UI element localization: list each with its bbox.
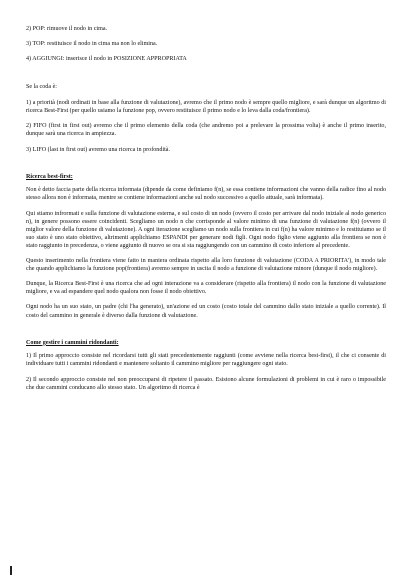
spacer — [26, 161, 386, 173]
intro-line: Se la coda è: — [26, 84, 57, 91]
case-fifo: 2) FIFO (first in first out) avremo che il primo elemento della coda (che andremo poi a prelevare la prossima volta) è anche il primo inserito, dunque sarà una ricerca in ampiezza. — [26, 123, 386, 138]
top-spacer — [26, 0, 386, 25]
case-lifo: 3) LIFO (last in first out) avremo una ricerca in profondità. — [26, 146, 171, 153]
section-heading-redundant-paths: Come gestire i cammini ridondanti: — [26, 339, 119, 346]
section-heading-best-first: Ricerca best-first: — [26, 173, 73, 180]
list-item-top: 3) TOP: restituisce il nodo in cima ma non lo elimina. — [26, 41, 158, 48]
paragraph: 2) Il secondo approccio consiste nel non preoccuparsi di ripetere il passato. Esistono alcune formulazioni di problemi in cui è raro o impossibile che due cammini conducano allo stesso stato. Un algoritmo di ricerca è — [26, 376, 386, 391]
document-page — [26, 0, 386, 399]
paragraph: Ogni nodo ha un suo stato, un padre (chi l'ha generato), un'azione ed un costo (costo totale del cammino dallo stato iniziale a quello corrente). Il costo del cammino in generale è diverso dalla funzione di valutazione. — [26, 304, 386, 319]
page-marker — [10, 566, 12, 575]
paragraph: 1) Il primo approccio consiste nel ricordarsi tutti gli stati precedentemente raggiunti (come avviene nella ricerca best-first), il che ci consente di individuare tutti i cammini ridondanti e mantenere soltanto il cammino migliore per raggiungere ogni stato. — [26, 353, 386, 368]
case-priority: 1) a priorità (nodi ordinati in base alla funzione di valutazione), avremo che il primo nodo è sempre quello migliore, e sarà dunque un algoritmo di ricerca Best-First (per quello usiamo la funzione pop, ovvero restituisce il primo nodo e lo leva dalla coda/frontiera). — [26, 100, 386, 115]
paragraph: Non è detto faccia parte della ricerca informata (dipende da come definiamo f(n), se essa contiene informazioni che vanno della radice fino al nodo stesso allora non è informata, mentre se contiene informazioni anche sul nodo successivo a quello attuale, sarà informata). — [26, 187, 386, 202]
list-item-pop: 2) POP: rimuove il nodo in cima. — [26, 26, 108, 32]
paragraph: Dunque, la Ricerca Best-First è una ricerca che ad ogni interazione va a considerare (rispetto alla frontiera) il nodo con la funzione di valutazione migliore, e va ad espandere quel nodo qualora non fosse il nodo obiettivo. — [26, 281, 386, 296]
spacer — [26, 63, 386, 83]
spacer — [26, 327, 386, 339]
paragraph: Qui stiamo infrormati e sulla funzione di valutazione esterna, e sul costo di un nodo (ovvero il costo per arrivare dal nodo iniziale al nodo generico n), in genere possono essere coincidenti. Scegliamo un nodo n che corrisponde al valore minimo di una funzione di valutazione f(n) (ovvero il miglior valore della funzione di valutazione). A ogni iterazione scegliamo un nodo sulla frontiera in cui f(n) ha valore minimo e lo restituiamo se il suo stato è uno stato obiettivo, altrimenti applichiamo ESPANDI per generare nodi figli. Ogni nodo figlio viene aggiunto alla frontiera se non è stato raggiunto in precedenza, o viene aggiunto di nuovo se ora si sta raggiungendo con un cammino di costo inferiore al precedente. — [26, 210, 386, 249]
paragraph: Questo inserimento nella frontiera viene fatto in maniera ordinata rispetto alla loro funzione di valutazione (CODA A PRIORITA'), in modo tale che quando applichiamo la funzione pop(frontiera) avremo sempre in uscita il nodo a funzione di valutazione minore (dunque il nodo migliore). — [26, 257, 386, 272]
list-item-aggiungi: 4) AGGIUNGI: inserisce il nodo in POSIZIONE APPROPRIATA — [26, 56, 187, 63]
